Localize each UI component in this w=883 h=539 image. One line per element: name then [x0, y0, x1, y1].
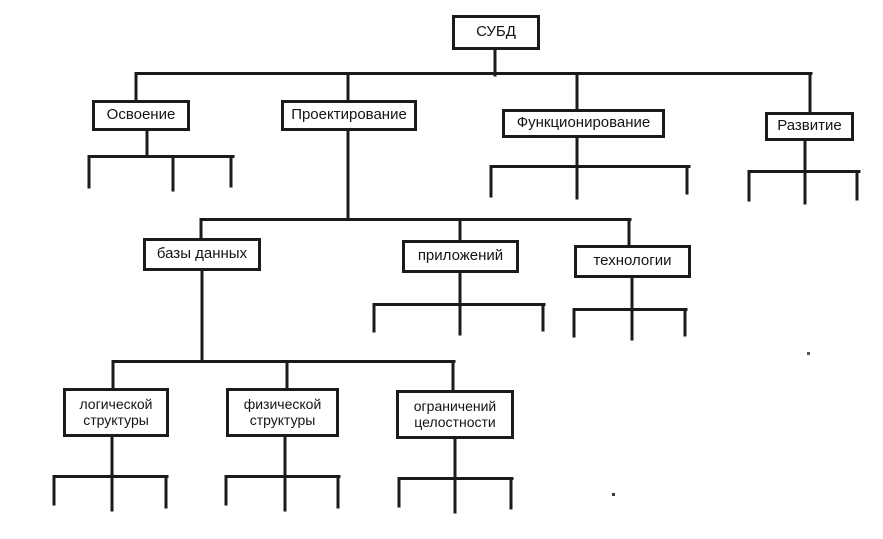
node-label: базы данных [156, 245, 248, 263]
scan-speck [807, 352, 810, 355]
node-proektirovanie [281, 100, 417, 131]
node-funktsionirovanie [502, 109, 665, 138]
node-label: Освоение [106, 106, 176, 124]
node-label: Проектирование [291, 106, 407, 124]
node-label: ограничений целостности [413, 397, 497, 430]
node-tekhnologii [574, 245, 691, 278]
node-label: логической структуры [79, 395, 153, 428]
node-label: Развитие [777, 117, 842, 135]
node-subd [452, 15, 540, 50]
node-bazy-dannykh [143, 238, 261, 271]
node-prilozhenij [402, 240, 519, 273]
node-ogranichenij-tselostnosti [396, 390, 514, 439]
node-fizicheskoj-struktury [226, 388, 339, 437]
node-razvitie [765, 112, 854, 141]
node-label: физической структуры [243, 395, 322, 428]
scan-speck [612, 493, 615, 496]
node-label: технологии [593, 252, 672, 270]
node-osvoenie [92, 100, 190, 131]
node-logicheskoj-struktury [63, 388, 169, 437]
node-label: приложений [417, 247, 504, 265]
node-label: СУБД [476, 23, 516, 41]
node-label: Функционирование [516, 114, 651, 132]
